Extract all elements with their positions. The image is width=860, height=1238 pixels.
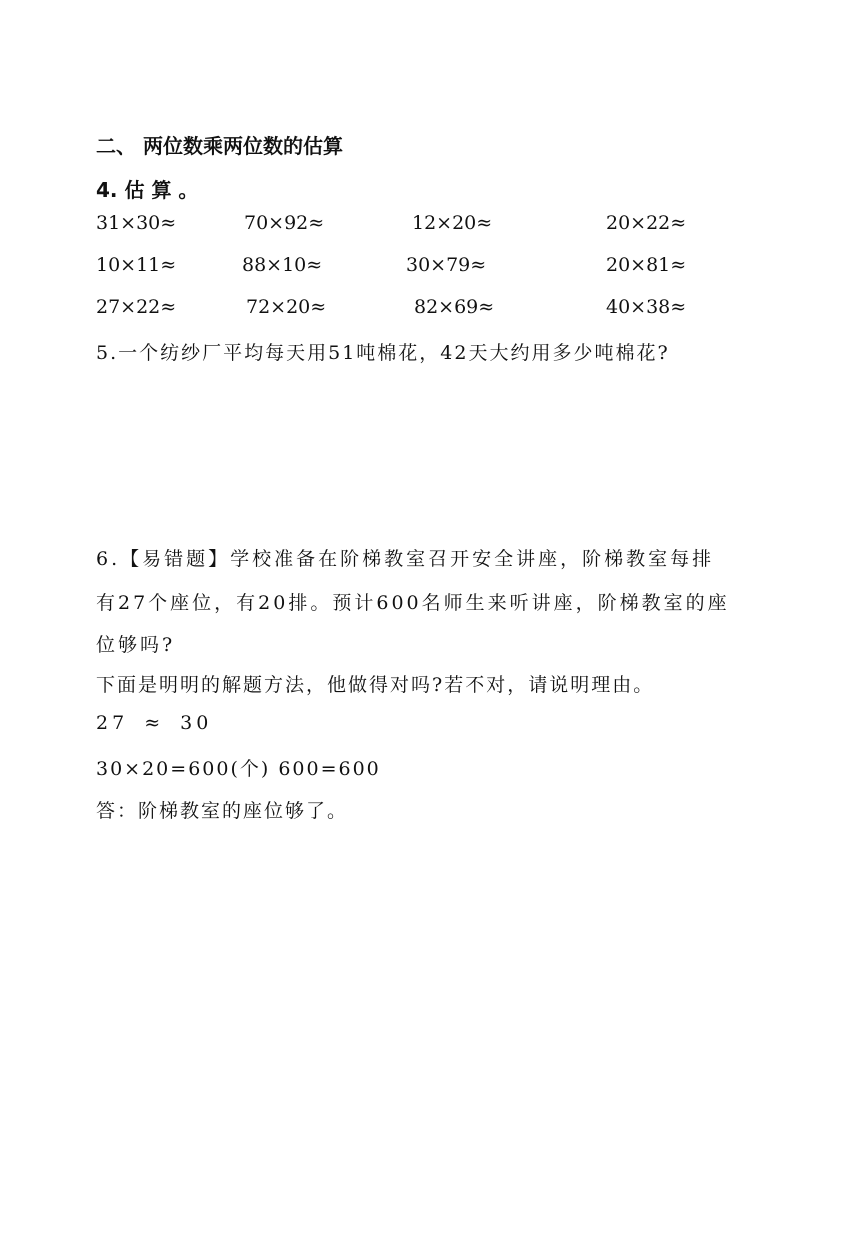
- estimation-item: 88×10≈: [242, 254, 323, 276]
- question-4-label: 4. 估 算 。: [96, 178, 199, 202]
- answer-text: 答：阶梯教室的座位够了。: [96, 800, 349, 822]
- estimation-item: 10×11≈: [96, 254, 177, 276]
- estimation-item: 82×69≈: [414, 296, 495, 318]
- calculation-step: 27 ≈ 30: [96, 712, 213, 734]
- estimation-item: 31×30≈: [96, 212, 177, 234]
- estimation-row: [96, 212, 736, 238]
- question-6-line: 有27个座位，有20排。预计600名师生来听讲座，阶梯教室的座: [96, 592, 730, 614]
- question-6-line: 6.【易错题】学校准备在阶梯教室召开安全讲座，阶梯教室每排: [96, 548, 715, 570]
- estimation-item: 12×20≈: [412, 212, 493, 234]
- section-title: 二、 两位数乘两位数的估算: [96, 134, 343, 158]
- estimation-item: 20×22≈: [606, 212, 687, 234]
- estimation-item: 27×22≈: [96, 296, 177, 318]
- estimation-row: [96, 296, 736, 322]
- estimation-item: 70×92≈: [244, 212, 325, 234]
- estimation-item: 30×79≈: [406, 254, 487, 276]
- question-5-text: 5.一个纺纱厂平均每天用51吨棉花，42天大约用多少吨棉花?: [96, 342, 670, 364]
- question-6-line: 下面是明明的解题方法，他做得对吗?若不对，请说明理由。: [96, 674, 655, 696]
- estimation-item: 40×38≈: [606, 296, 687, 318]
- estimation-item: 72×20≈: [246, 296, 327, 318]
- estimation-row: [96, 254, 736, 280]
- question-6-line: 位够吗?: [96, 634, 176, 656]
- calculation-step: 30×20=600(个) 600=600: [96, 758, 381, 780]
- estimation-item: 20×81≈: [606, 254, 687, 276]
